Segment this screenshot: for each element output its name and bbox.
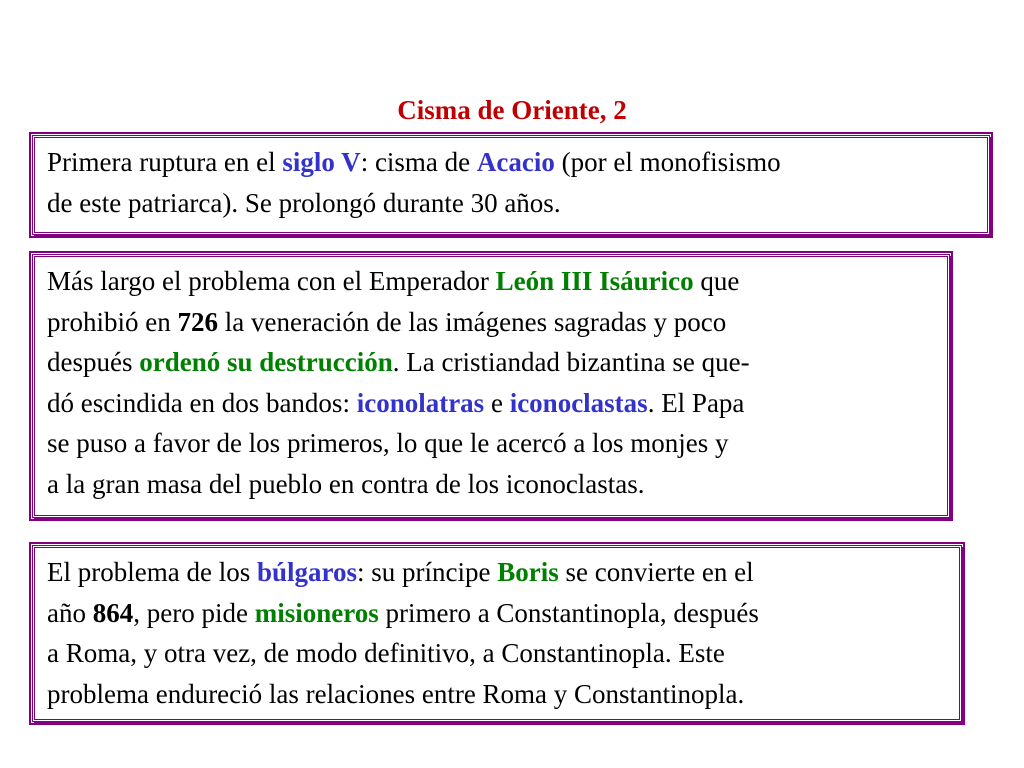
text-line: problema endureció las relaciones entre Roma y Constantinopla. — [47, 678, 745, 709]
text-segment: (por el monofisismo — [554, 147, 781, 177]
highlight-siglo-v: siglo V — [282, 147, 361, 177]
text-segment: se convierte en el — [558, 557, 754, 587]
text-box-leon-iii — [32, 254, 950, 518]
text-segment: prohibió en — [47, 306, 178, 337]
highlight-year-864: 864 — [92, 597, 134, 628]
text-line: de este patriarca). Se prolongó durante 30 años. — [47, 188, 561, 218]
text-line: se puso a favor de los primeros, lo que le acercó a los monjes y — [47, 428, 729, 458]
highlight-iconoclastas: iconoclastas — [509, 387, 648, 418]
text-line — [47, 342, 937, 383]
text-segment: . La cristiandad bizantina se que- — [392, 347, 750, 377]
text-line — [47, 383, 937, 424]
text-segment: que — [693, 266, 740, 296]
text-box-primera-ruptura — [32, 135, 990, 235]
highlight-bulgaros: búlgaros — [256, 557, 357, 587]
text-segment: Primera ruptura en el — [47, 147, 283, 177]
text-line: a la gran masa del pueblo en contra de los iconoclastas. — [47, 468, 645, 499]
highlight-misioneros: misioneros — [254, 597, 379, 628]
highlight-acacio: Acacio — [476, 147, 555, 177]
highlight-year-726: 726 — [177, 306, 218, 337]
text-segment: año — [47, 597, 93, 628]
text-segment: . El Papa — [647, 387, 745, 418]
text-segment: primero a Constantinopla, después — [378, 597, 759, 628]
highlight-boris: Boris — [497, 557, 559, 587]
text-line: a Roma, y otra vez, de modo definitivo, a Constantinopla. Este — [47, 638, 725, 668]
slide-title: Cisma de Oriente, 2 — [397, 95, 627, 125]
text-segment: después — [47, 347, 140, 377]
text-box-bulgaros — [32, 545, 962, 722]
highlight-leon-iii: León III Isáurico — [495, 266, 694, 296]
text-line — [47, 142, 977, 183]
text-segment: : cisma de — [360, 147, 477, 177]
text-segment: Más largo el problema con el Emperador — [47, 266, 496, 296]
text-segment: : su príncipe — [357, 557, 498, 587]
text-line — [47, 261, 937, 302]
text-segment: , pero pide — [133, 597, 255, 628]
text-line — [47, 302, 937, 343]
text-segment: El problema de los — [47, 557, 257, 587]
text-segment: la veneración de las imágenes sagradas y poco — [217, 306, 727, 337]
highlight-ordeno-destruccion: ordenó su destrucción — [139, 347, 393, 377]
text-line — [47, 593, 949, 634]
highlight-iconolatras: iconolatras — [356, 387, 485, 418]
text-segment: e — [484, 387, 510, 418]
text-segment: dó escindida en dos bandos: — [47, 387, 357, 418]
text-line — [47, 552, 949, 593]
